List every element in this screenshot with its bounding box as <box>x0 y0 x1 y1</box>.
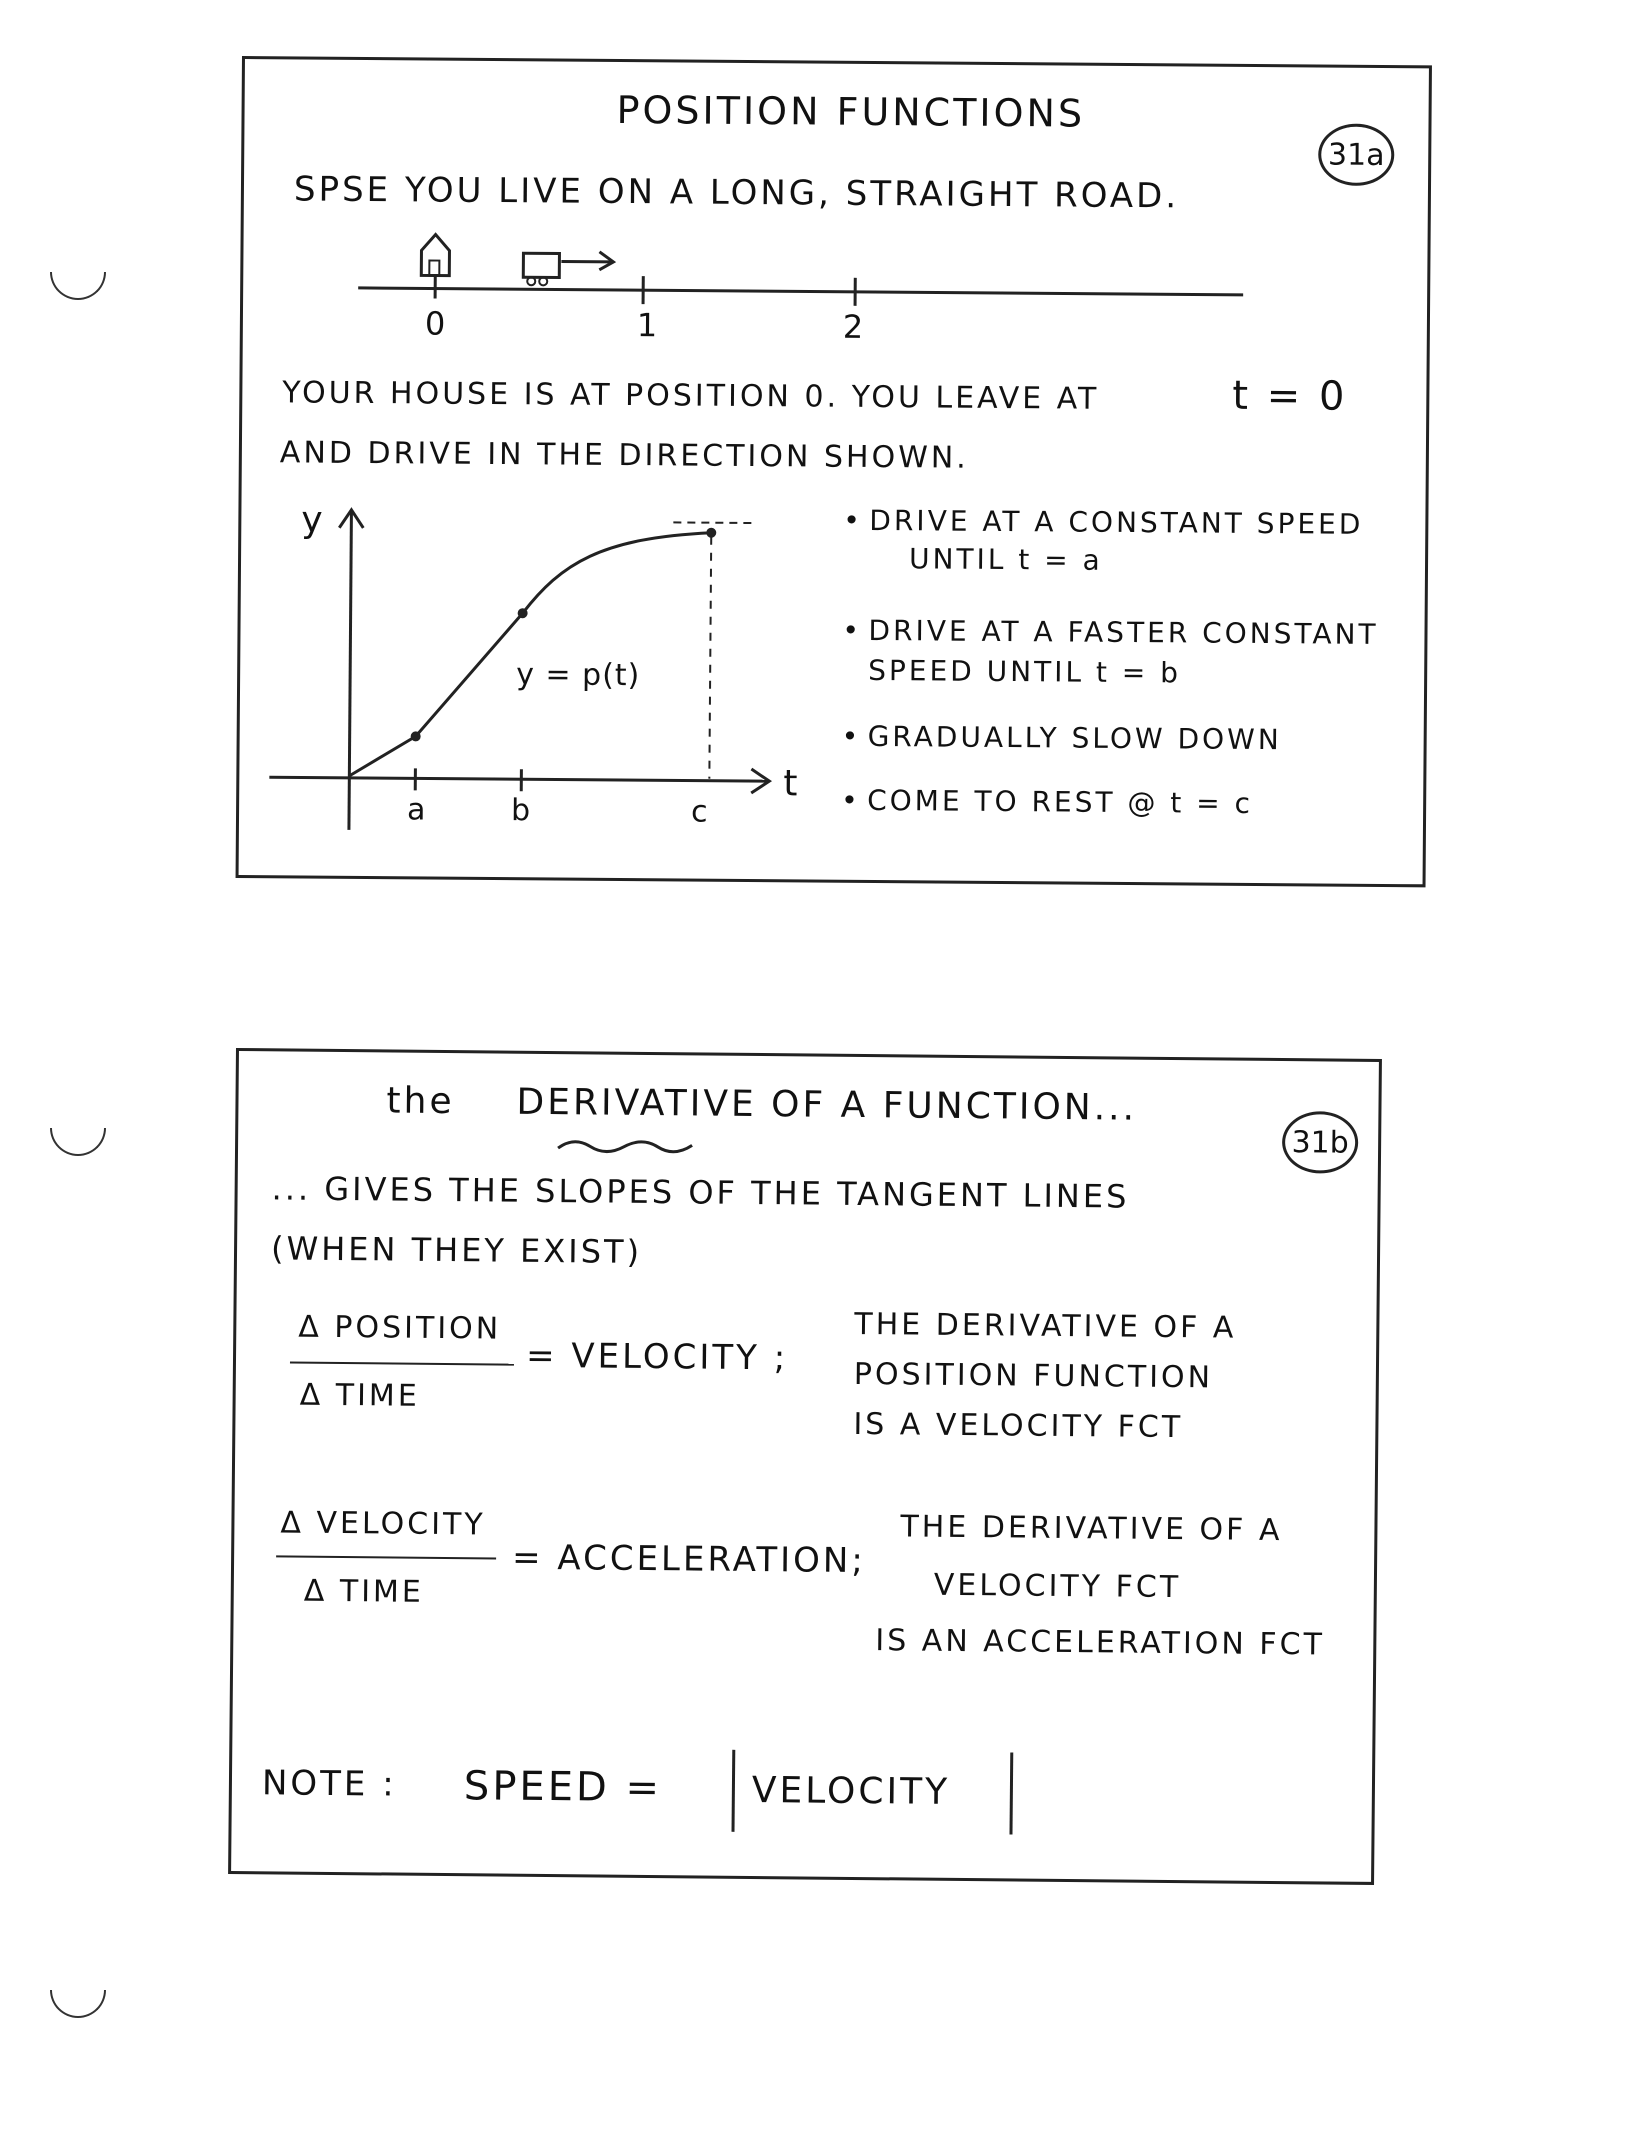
acceleration-note-2: VELOCITY FCT <box>933 1567 1182 1606</box>
slide-title: POSITION FUNCTIONS <box>616 87 1086 136</box>
fraction-denominator: Δ TIME <box>303 1573 425 1610</box>
road-label-1: 1 <box>636 306 661 345</box>
title-prefix: the <box>386 1080 455 1123</box>
acceleration-result: = ACCELERATION; <box>511 1537 866 1582</box>
binder-hole <box>50 272 106 300</box>
exist-text: (WHEN THEY EXIST) <box>270 1229 643 1271</box>
binder-hole <box>50 1128 106 1156</box>
car-icon <box>523 251 613 286</box>
list-item: • COME TO REST @ t = c <box>841 783 1254 820</box>
slide-position-functions <box>236 56 1432 887</box>
tick-label-b: b <box>510 793 534 829</box>
road-diagram <box>243 229 1434 358</box>
tick-label-c: c <box>690 794 711 830</box>
house-position-text: YOUR HOUSE IS AT POSITION 0. YOU LEAVE AT <box>282 375 1100 417</box>
road-label-0: 0 <box>424 304 449 343</box>
fraction-numerator: Δ POSITION <box>298 1309 502 1347</box>
leave-time-eq: t = 0 <box>1232 372 1348 420</box>
curve-label: y = p(t) <box>516 657 641 694</box>
list-item: UNTIL t = a <box>908 542 1103 577</box>
velocity-result: = VELOCITY ; <box>525 1335 789 1379</box>
binder-hole <box>50 1990 106 2018</box>
list-item: • DRIVE AT A CONSTANT SPEED <box>843 503 1364 541</box>
y-axis-label: y <box>301 499 326 541</box>
tick-label-a: a <box>406 792 429 828</box>
fraction-bar <box>276 1555 496 1559</box>
list-item: • DRIVE AT A FASTER CONSTANT <box>842 613 1379 651</box>
speed-equation: SPEED = <box>463 1763 663 1812</box>
list-item: SPEED UNTIL t = b <box>868 653 1182 690</box>
fraction-denominator: Δ TIME <box>299 1377 420 1414</box>
abs-value: VELOCITY <box>751 1769 951 1813</box>
velocity-note-3: IS A VELOCITY FCT <box>853 1406 1184 1446</box>
title-underline <box>556 1136 696 1157</box>
abs-bar-left <box>731 1750 735 1832</box>
direction-text: AND DRIVE IN THE DIRECTION SHOWN. <box>279 435 969 476</box>
slide-title: DERIVATIVE OF A FUNCTION... <box>516 1081 1138 1129</box>
velocity-note-1: THE DERIVATIVE OF A <box>854 1306 1237 1346</box>
fraction-bar <box>290 1362 514 1366</box>
note-label: NOTE : <box>261 1763 397 1805</box>
acceleration-note-1: THE DERIVATIVE OF A <box>900 1509 1283 1549</box>
intro-text: SPSE YOU LIVE ON A LONG, STRAIGHT ROAD. <box>293 169 1180 217</box>
velocity-note-2: POSITION FUNCTION <box>853 1356 1214 1396</box>
road-label-2: 2 <box>842 307 867 346</box>
acceleration-note-3: IS AN ACCELERATION FCT <box>875 1623 1326 1663</box>
slide-number-badge: 31a <box>1318 123 1394 186</box>
x-axis-label: t <box>783 763 801 805</box>
list-item: • GRADUALLY SLOW DOWN <box>841 719 1282 757</box>
slide-number-badge: 31b <box>1282 1111 1359 1174</box>
abs-bar-right <box>1009 1752 1013 1834</box>
tangent-text: ... GIVES THE SLOPES OF THE TANGENT LINES <box>271 1169 1130 1216</box>
fraction-numerator: Δ VELOCITY <box>280 1505 486 1543</box>
slide-derivative <box>228 1048 1382 1885</box>
